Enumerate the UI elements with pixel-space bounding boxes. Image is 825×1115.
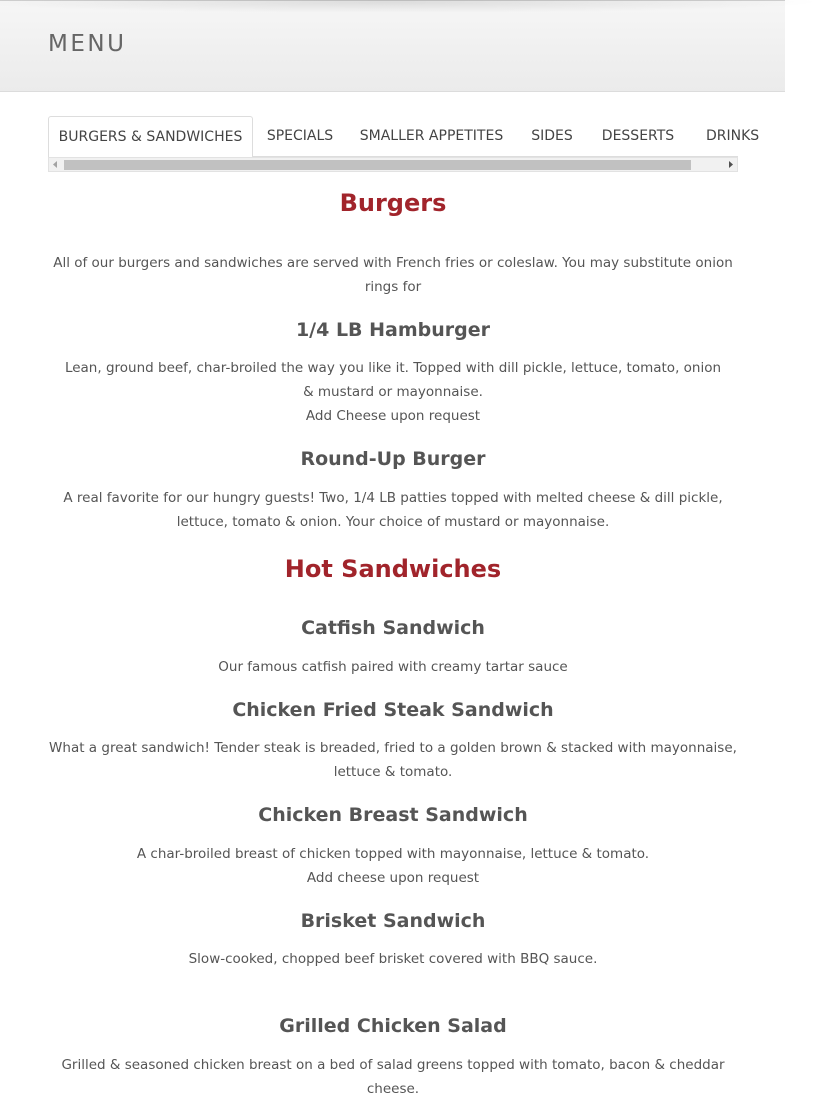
item-note-hamburger: Add Cheese upon request [305,408,481,424]
item-name-chicken-fried-steak: Chicken Fried Steak Sandwich [232,699,554,721]
section-heading-hot-sandwiches: Hot Sandwiches [284,555,502,583]
item-name-catfish-sandwich: Catfish Sandwich [301,617,485,639]
item-desc-brisket-sandwich: Slow-cooked, chopped beef brisket covered with BBQ sauce. [188,951,598,967]
tab-desserts[interactable]: DESSERTS [601,128,675,144]
scrollbar-thumb[interactable] [64,160,691,170]
tab-burgers-sandwiches[interactable]: BURGERS & SANDWICHES [48,116,253,158]
menu-tabs [48,116,760,157]
menu-tabs-container [48,116,760,173]
item-name-chicken-breast-sandwich: Chicken Breast Sandwich [258,804,528,826]
item-desc-catfish-sandwich: Our famous catfish paired with creamy tartar sauce [218,659,568,675]
item-name-round-up-burger: Round-Up Burger [300,448,486,470]
item-name-brisket-sandwich: Brisket Sandwich [300,910,486,932]
page-header [0,0,785,92]
section-heading-burgers: Burgers [339,189,447,217]
item-desc-chicken-breast-sandwich: A char-broiled breast of chicken topped with mayonnaise, lettuce & tomato. [136,846,650,862]
tab-specials[interactable]: SPECIALS [266,128,334,144]
tab-smaller-appetites[interactable]: SMALLER APPETITES [359,128,504,144]
scroll-left-arrow-icon[interactable] [49,158,63,171]
tabs-horizontal-scrollbar[interactable] [48,157,738,172]
item-desc-hamburger: Lean, ground beef, char-broiled the way you like it. Topped with dill pickle, lettuce, tomato, onion & mustard or mayonnaise. [64,360,722,400]
tab-sides[interactable]: SIDES [531,128,573,144]
burgers-intro: All of our burgers and sandwiches are served with French fries or coleslaw. You may substitute onion rings for [53,255,733,295]
item-name-hamburger: 1/4 LB Hamburger [295,319,491,341]
scroll-right-arrow-icon[interactable] [723,158,737,171]
tab-drinks[interactable]: DRINKS [706,128,760,144]
page-title: MENU [48,31,127,57]
item-desc-round-up-burger: A real favorite for our hungry guests! Two, 1/4 LB patties topped with melted cheese & dill pickle, lettuce, tomato & onion. Your choice of mustard or mayonnaise. [63,490,723,530]
item-name-grilled-chicken-salad: Grilled Chicken Salad [279,1015,507,1037]
item-note-chicken-breast-sandwich: Add cheese upon request [306,870,480,886]
item-desc-grilled-chicken-salad: Grilled & seasoned chicken breast on a bed of salad greens topped with tomato, bacon & cheddar cheese. [61,1057,725,1097]
item-desc-chicken-fried-steak: What a great sandwich! Tender steak is breaded, fried to a golden brown & stacked with mayonnaise, lettuce & tomato. [49,740,737,780]
